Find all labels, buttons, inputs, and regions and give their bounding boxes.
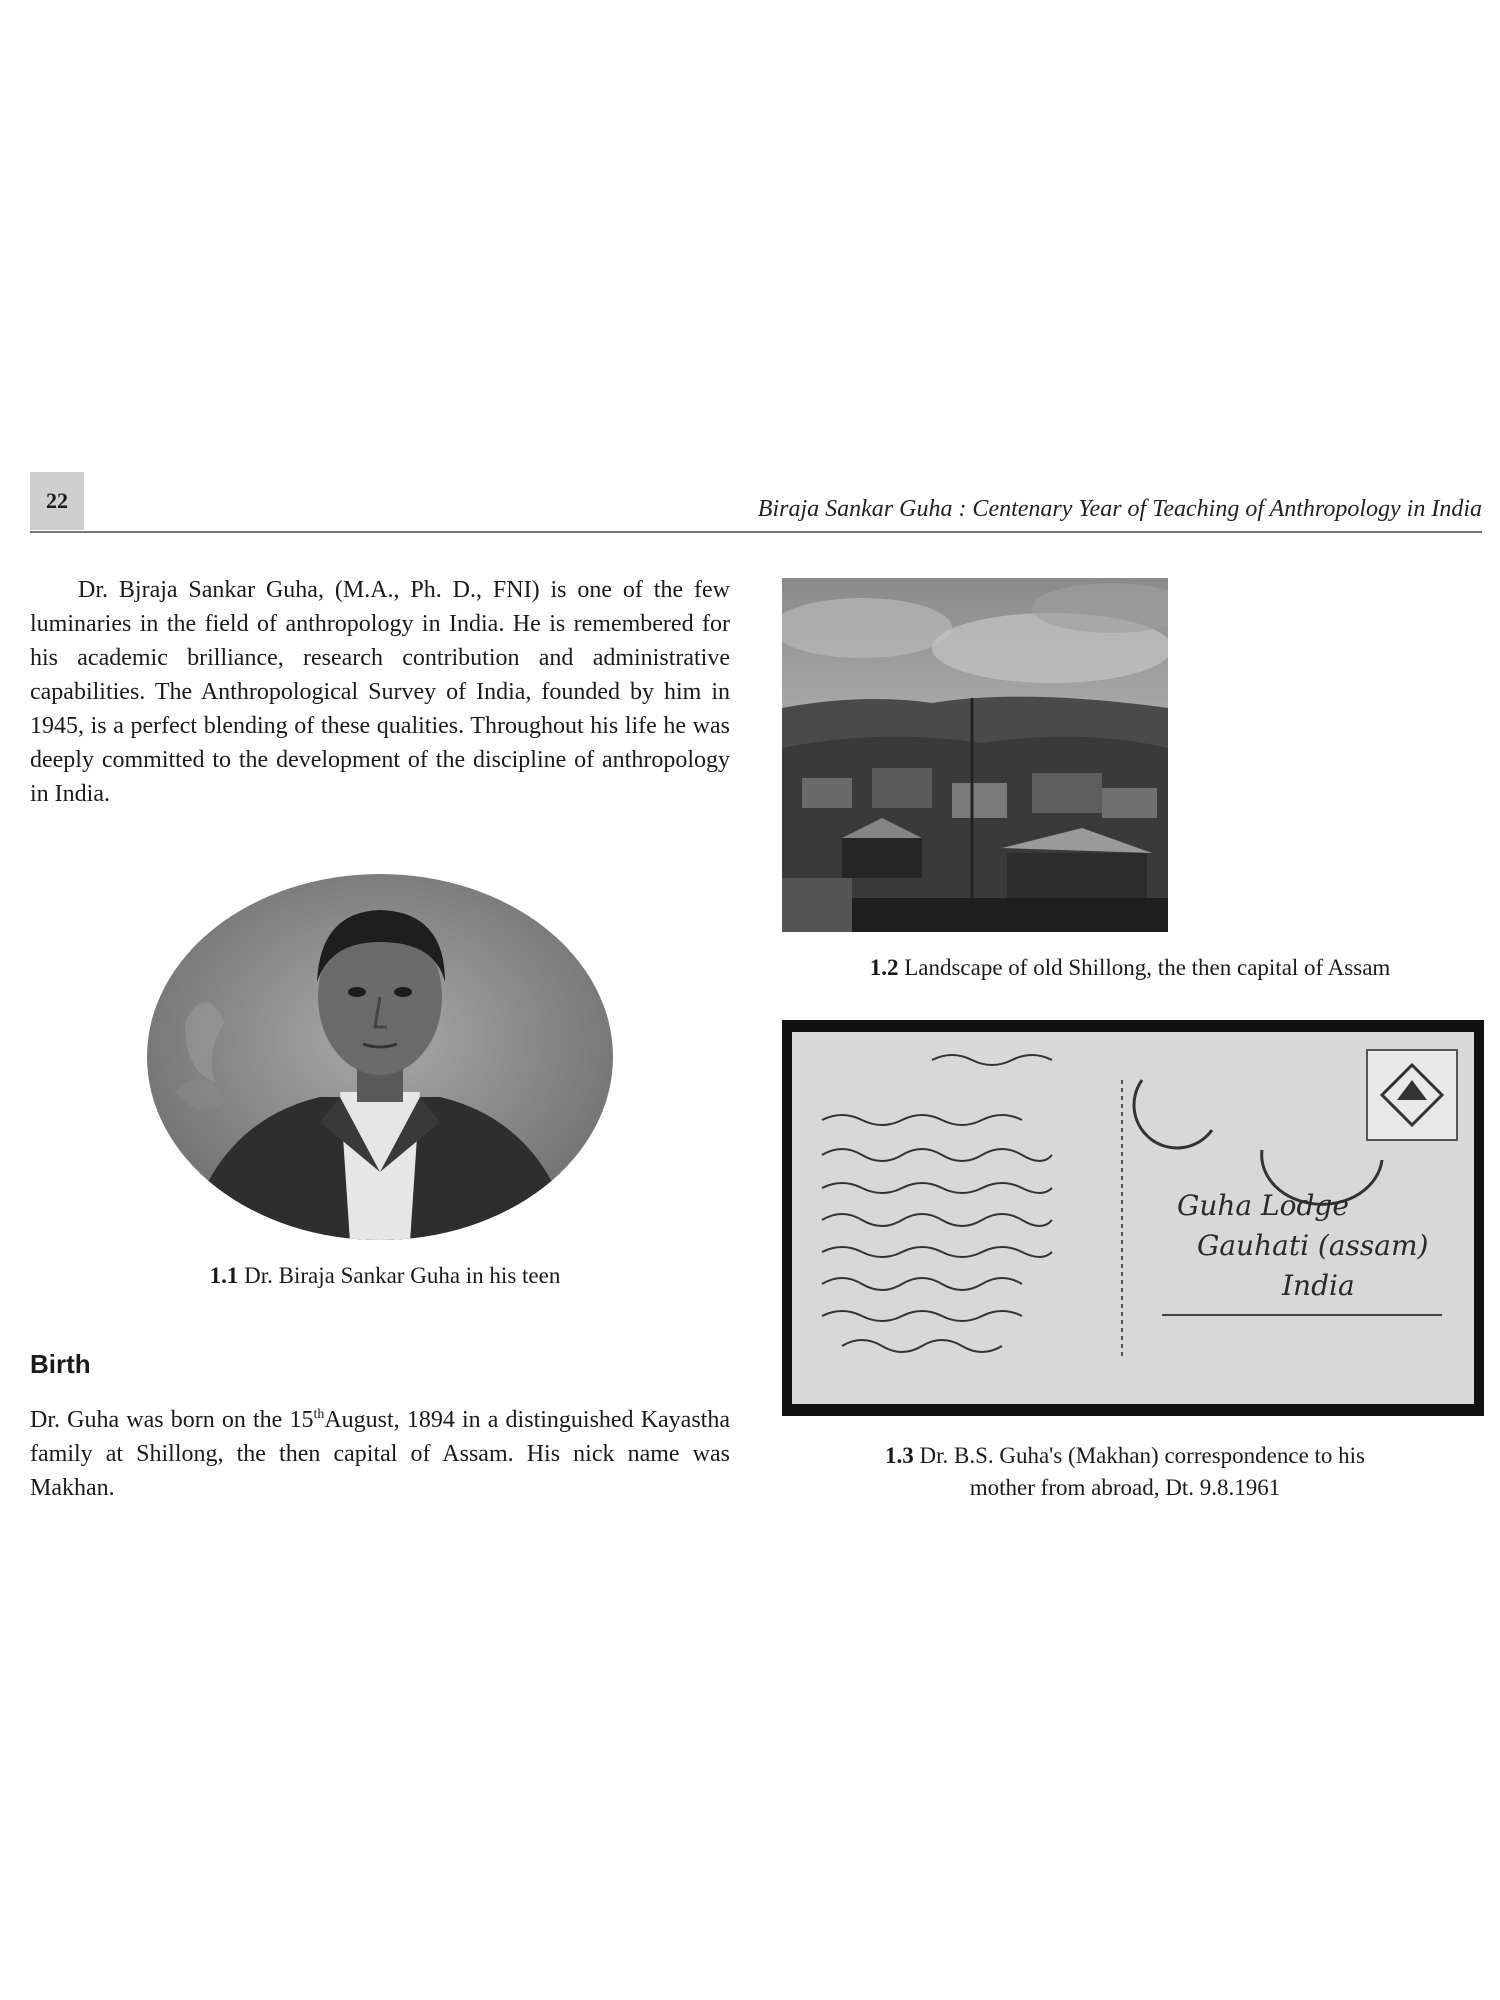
figure-1-caption (140, 1260, 630, 1292)
page-number: 22 (30, 472, 84, 530)
postcard-photo (782, 1020, 1484, 1416)
figure-2-text: Landscape of old Shillong, the then capital of Assam (904, 955, 1391, 980)
figure-3-number: 1.3 (884, 1443, 914, 1468)
postcard-address-line-2: Gauhati (assam) (1197, 1229, 1429, 1262)
birth-heading: Birth (30, 1349, 91, 1379)
postcard-address-line-1: Guha Lodge (1177, 1189, 1349, 1222)
birth-text-start: Dr. Guha was born on the 15 (30, 1407, 314, 1433)
figure-2-number: 1.2 (869, 955, 899, 980)
figure-3-caption (780, 1440, 1470, 1504)
portrait-photo (145, 872, 615, 1242)
intro-paragraph: Dr. Bjraja Sankar Guha, (M.A., Ph. D., FNI) is one of the few luminaries in the field of anthropology in India. He is remembered for his academic brilliance, research contribution and administrative capabilities. The Anthropological Survey of India, founded by him in 1945, is a perfect blending of these qualities. Throughout his life he was deeply committed to the development of the discipline of anthropology in India. (30, 577, 730, 807)
birth-paragraph (30, 1398, 730, 1505)
header-rule (30, 531, 1482, 533)
shillong-landscape-photo (782, 578, 1168, 932)
postcard-address-line-3: India (1282, 1269, 1355, 1302)
figure-1-text: Dr. Biraja Sankar Guha in his teen (244, 1263, 561, 1288)
figure-3-text-line-2: mother from abroad, Dt. 9.8.1961 (969, 1475, 1281, 1500)
figure-1-number: 1.1 (209, 1263, 239, 1288)
birth-text-end: August, 1894 in a distinguished Kayastha family at Shillong, the then capital of Assam. His nick name was Makhan. (30, 1407, 730, 1501)
running-title: Biraja Sankar Guha : Centenary Year of Teaching of Anthropology in India (757, 496, 1482, 522)
figure-3-text-line-1: Dr. B.S. Guha's (Makhan) correspondence to his (919, 1443, 1366, 1468)
figure-2-caption (790, 952, 1470, 984)
birth-superscript: th (313, 1407, 325, 1422)
